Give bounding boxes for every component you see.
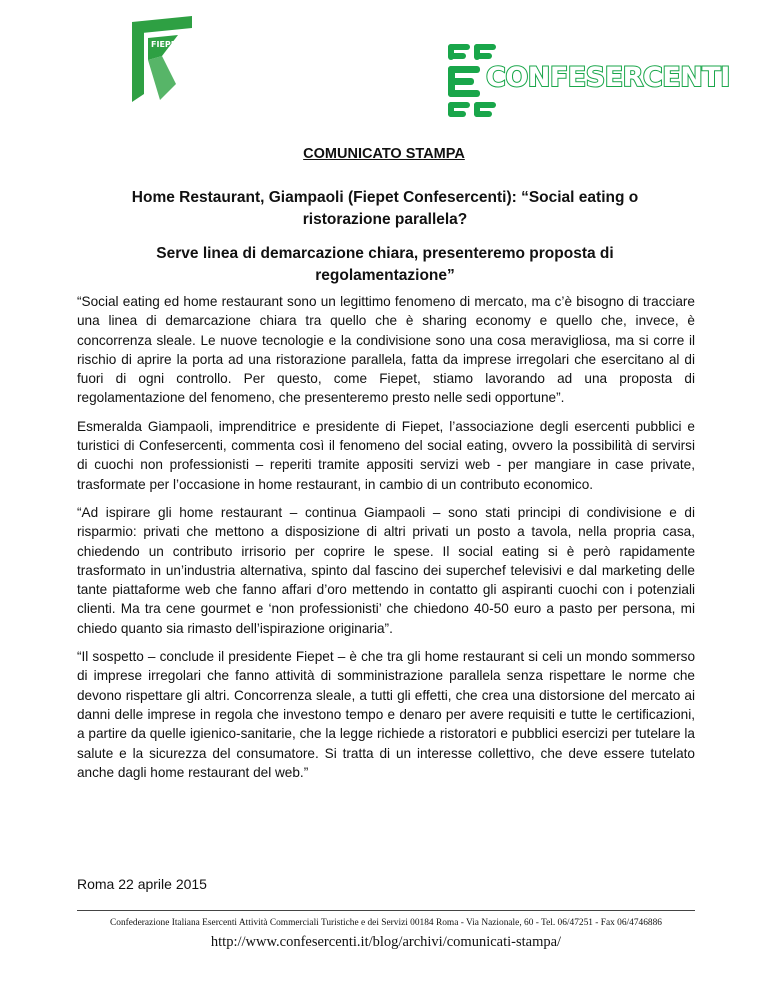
headline: Home Restaurant, Giampaoli (Fiepet Confesercenti): “Social eating o ristorazione parallela? [131, 189, 639, 228]
fiepet-logo [118, 14, 196, 104]
article-body [77, 292, 695, 791]
release-date: Roma 22 aprile 2015 [77, 876, 207, 892]
footer-divider [77, 910, 695, 911]
confesercenti-logo [444, 40, 734, 122]
fiepet-logo-text: FIEPET [151, 40, 182, 49]
footer-address: Confederazione Italiana Esercenti Attività Commerciali Turistiche e dei Servizi 00184 Roma - Via Nazionale, 60 - Tel. 06/47251 - Fax 06/4746886 [110, 918, 662, 928]
footer-url-link[interactable]: http://www.confesercenti.it/blog/archivi/comunicati-stampa/ [210, 934, 562, 950]
press-release-title: COMUNICATO STAMPA [303, 146, 465, 162]
paragraph: Esmeralda Giampaoli, imprenditrice e presidente di Fiepet, l’associazione degli esercenti pubblici e turistici di Confesercenti, commenta così il fenomeno del social eating, ovvero la possibilità di servirsi di cuochi non professionisti – reperiti tramite appositi servizi web - per mangiare in case private, trasformate per l’occasione in home restaurant, in cambio di un contributo economico. [77, 418, 695, 492]
paragraph: “Social eating ed home restaurant sono un legittimo fenomeno di mercato, ma c’è bisogno di tracciare una linea di demarcazione chiara tra quello che è sharing economy e quello che, invece, è concorrenza sleale. Le nuove tecnologie e la condivisione sono una cosa meravigliosa, ma si corre il rischio di aprire la porta ad una ristorazione parallela, fatta da imprese irregolari che esercitano al di fuori di ogni controllo. Per questo, come Fiepet, stiamo lavorando ad una proposta di regolamentazione del fenomeno, che presenteremo presto nelle sedi opportune”. [77, 294, 695, 406]
confesercenti-logo-text: CONFESERCENTI [486, 62, 730, 93]
subheadline: Serve linea di demarcazione chiara, presenteremo proposta di regolamentazione” [156, 245, 614, 284]
paragraph: “Ad ispirare gli home restaurant – continua Giampaoli – sono stati principi di condivisione e di risparmio: privati che mettono a disposizione di altri privati un posto a tavola, nella propria casa, chiedendo un contributo irrisorio per coprire le spese. Il social eating si è però rapidamente trasformato in un’industria alternativa, spinto dal fascino dei superchef televisivi e dal marketing delle tante piattaforme web che fanno affari d’oro mettendo in contatto gli aspiranti cuochi con i potenziali clienti. Ma tra cene gourmet e ‘non professionisti’ che chiedono 40-50 euro a pasto per persona, mi chiedo quanto sia rimasto dell’ispirazione originaria”. [77, 504, 695, 636]
paragraph: “Il sospetto – conclude il presidente Fiepet – è che tra gli home restaurant si celi un mondo sommerso di imprese irregolari che fanno attività di somministrazione parallela senza rispettare le norme che devono rispettare gli altri. Concorrenza sleale, a tutti gli effetti, che crea una distorsione del mercato ai danni delle imprese in regola che investono tempo e denaro per avere requisiti e tutte le certificazioni, a partire da quelle igienico-sanitarie, che la legge richiede a ristoratori e pubblici esercizi per tutelare la salute e la sicurezza del consumatore. Si tratta di un interesse collettivo, che deve essere tutelato anche dagli home restaurant del web.” [77, 649, 695, 780]
